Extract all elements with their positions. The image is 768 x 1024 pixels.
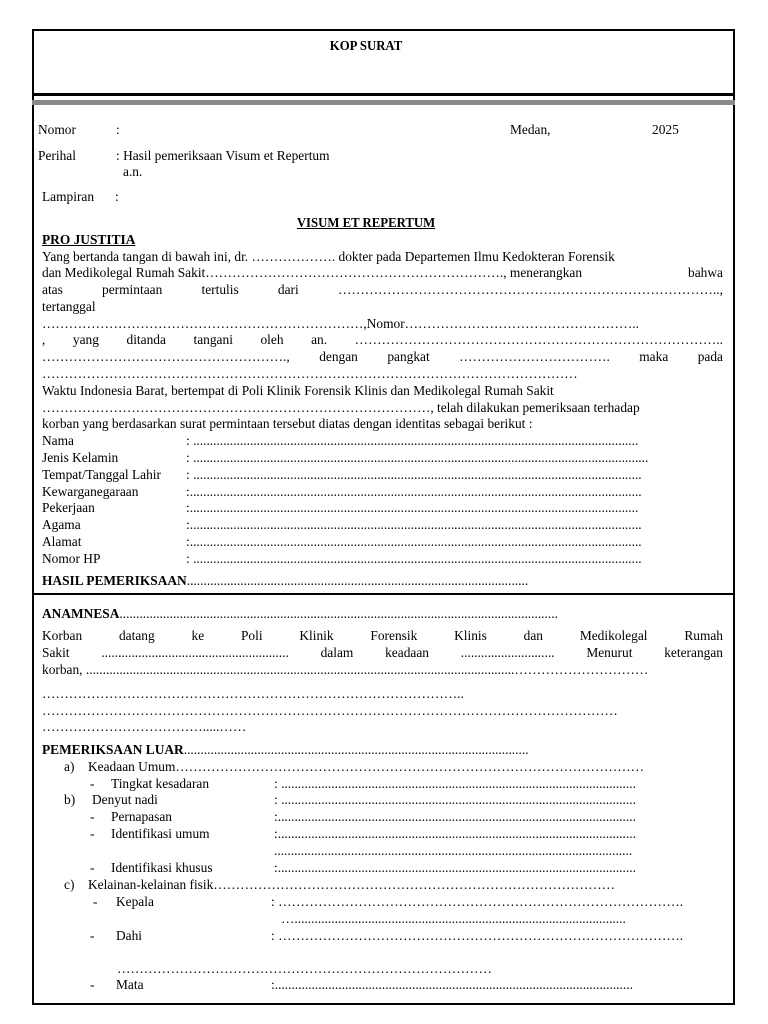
- idu-dash: -: [90, 826, 95, 841]
- lampiran-label: Lampiran: [42, 189, 95, 204]
- word: Klinik: [299, 628, 334, 643]
- word: Sakit: [42, 645, 70, 660]
- denyut-value: : ..........................................................................................................: [274, 792, 636, 807]
- body-line-11: korban yang berdasarkan surat permintaan tersebut diatas dengan identitas sebagai berikut :: [42, 416, 533, 431]
- word: pada: [697, 349, 723, 364]
- word: dalam: [320, 645, 354, 660]
- word: tangani: [193, 332, 233, 347]
- city: Medan,: [510, 122, 551, 137]
- body-line-1: Yang bertanda tangan di bawah ini, dr. ………………. dokter pada Departemen Ilmu Kedokteran Forensik: [42, 249, 615, 264]
- anamnesa-line-6: ……………………………….....……: [42, 719, 247, 734]
- item-b-marker: b): [64, 792, 76, 807]
- tingkat-value: : ..........................................................................................................: [274, 776, 636, 791]
- identity-value: : ......................................................................................................................................: [186, 467, 642, 482]
- tingkat-dash: -: [90, 776, 95, 791]
- luar-dots: .......................................................................................................: [183, 742, 529, 757]
- word: …………………………….: [459, 349, 610, 364]
- identity-label: Jenis Kelamin: [42, 450, 119, 465]
- perihal-label: Perihal: [38, 148, 76, 163]
- identity-value: :.......................................................................................................................................: [186, 484, 642, 499]
- hasil-label: HASIL PEMERIKSAAN: [42, 573, 187, 588]
- identity-value: : .....................................................................................................................................: [186, 433, 639, 448]
- idu-cont: ...........................................................................................................: [274, 843, 633, 858]
- body-line-2: [42, 265, 723, 281]
- perna-dash: -: [90, 809, 95, 824]
- anamnesa-line-2: [42, 645, 723, 661]
- tingkat-label: Tingkat kesadaran: [111, 776, 210, 791]
- document-title: VISUM ET REPERTUM: [296, 215, 436, 230]
- word: maka: [639, 349, 669, 364]
- identity-value: :......................................................................................................................................: [186, 500, 639, 515]
- lampiran-colon: :: [115, 189, 119, 204]
- item-c-marker: c): [64, 877, 75, 892]
- word: dari: [277, 282, 299, 297]
- word: Poli: [240, 628, 263, 643]
- word: ditanda: [126, 332, 166, 347]
- identity-label: Alamat: [42, 534, 82, 549]
- year: 2025: [652, 122, 679, 137]
- word: keadaan: [385, 645, 429, 660]
- identity-label: Agama: [42, 517, 81, 532]
- word: pangkat: [387, 349, 430, 364]
- word: ........................................................: [101, 645, 289, 660]
- kepala-cont: …...................................................................................................: [281, 911, 626, 926]
- identity-value: :.......................................................................................................................................: [186, 534, 642, 549]
- kepala-dash: -: [93, 894, 98, 909]
- body-line-10: ……………………………………………………………………………, telah dilakukan pemeriksaan terhadap: [42, 400, 640, 415]
- denyut-label: Denyut nadi: [92, 792, 158, 807]
- word: ke: [191, 628, 205, 643]
- word: ............................: [460, 645, 555, 660]
- pemeriksaan-luar-heading: [42, 742, 529, 758]
- item-a-marker: a): [64, 759, 75, 774]
- identity-label: Kewarganegaraan: [42, 484, 139, 499]
- word: atas: [42, 282, 63, 297]
- anamnesa-line-1: [42, 628, 723, 644]
- luar-label: PEMERIKSAAN LUAR: [42, 742, 184, 757]
- hasil-pemeriksaan-heading: [42, 573, 528, 589]
- perna-value: :...........................................................................................................: [274, 809, 636, 824]
- body-line-8: …………………………………………………………………………………………………………: [42, 366, 578, 381]
- word: ………………………………………………………………………..: [354, 332, 723, 347]
- kop-surat-header: KOP SURAT: [329, 38, 403, 53]
- word: Klinis: [454, 628, 487, 643]
- header-divider-black: [32, 93, 735, 96]
- dahi-cont: …………………………………………………………………………: [117, 961, 492, 976]
- identity-value: : ........................................................................................................................................: [186, 450, 649, 465]
- word: Menurut: [586, 645, 633, 660]
- word: oleh: [260, 332, 284, 347]
- word: dengan: [319, 349, 358, 364]
- mata-label: Mata: [116, 977, 144, 992]
- section-divider: [33, 593, 734, 595]
- body-line-5: ………………………………………………………………,Nomor……………………………………………..: [42, 316, 639, 331]
- word: ,: [42, 332, 46, 347]
- idk-dash: -: [90, 860, 95, 875]
- identity-label: Pekerjaan: [42, 500, 95, 515]
- word: Korban: [42, 628, 83, 643]
- word: dan: [523, 628, 543, 643]
- perihal-value: : Hasil pemeriksaan Visum et Repertum: [116, 148, 330, 163]
- anamnesa-dots: ...................................................................................................................................: [119, 606, 558, 621]
- body-line-2-left: dan Medikolegal Rumah Sakit…………………………………………………………., menerangkan: [42, 265, 583, 280]
- mata-dash: -: [90, 977, 95, 992]
- perihal-an: a.n.: [123, 164, 143, 179]
- word: …………………………………………………………………………..,: [337, 282, 723, 297]
- anamnesa-line-5: …………………………………………………………………………………………………………………: [42, 703, 618, 718]
- word: keterangan: [664, 645, 723, 660]
- word: permintaan: [102, 282, 163, 297]
- word: ……………………………………………….,: [42, 349, 290, 364]
- word: Medikolegal: [579, 628, 648, 643]
- identity-label: Nama: [42, 433, 74, 448]
- idk-value: :...........................................................................................................: [274, 860, 636, 875]
- anamnesa-line-3: korban, ................................................................................................................................…………………………: [42, 662, 649, 677]
- idk-label: Identifikasi khusus: [111, 860, 213, 875]
- word: an.: [311, 332, 328, 347]
- body-line-3: [42, 282, 723, 298]
- word: datang: [118, 628, 155, 643]
- nomor-label: Nomor: [38, 122, 76, 137]
- perna-label: Pernapasan: [111, 809, 172, 824]
- nomor-colon: :: [116, 122, 120, 137]
- keadaan-umum: Keadaan Umum……………………………………………………………………………………………: [88, 759, 645, 774]
- dahi-value: : ……………………………………………………………………………….: [271, 928, 684, 943]
- pro-justitia: PRO JUSTITIA: [42, 232, 136, 247]
- kepala-label: Kepala: [116, 894, 154, 909]
- identity-label: Tempat/Tanggal Lahir: [42, 467, 161, 482]
- anamnesa-label: ANAMNESA: [42, 606, 120, 621]
- dahi-label: Dahi: [116, 928, 143, 943]
- identity-value: :.......................................................................................................................................: [186, 517, 642, 532]
- anamnesa-heading: [42, 606, 558, 622]
- idu-label: Identifikasi umum: [111, 826, 210, 841]
- identity-label: Nomor HP: [42, 551, 101, 566]
- idu-value: :...........................................................................................................: [274, 826, 636, 841]
- kelainan-label: Kelainan-kelainan fisik………………………………………………………………………………: [88, 877, 616, 892]
- word: Rumah: [684, 628, 723, 643]
- body-line-9: Waktu Indonesia Barat, bertempat di Poli Klinik Forensik Klinis dan Medikolegal Rumah Sakit: [42, 383, 554, 398]
- header-divider-gray: [32, 100, 735, 105]
- body-line-6: [42, 332, 723, 348]
- mata-value: :...........................................................................................................: [271, 977, 633, 992]
- body-line-2-right: bahwa: [688, 265, 723, 280]
- word: Forensik: [370, 628, 418, 643]
- dahi-dash: -: [90, 928, 95, 943]
- body-line-7: [42, 349, 723, 365]
- word: tertulis: [201, 282, 239, 297]
- word: yang: [72, 332, 99, 347]
- body-line-4: tertanggal: [42, 299, 96, 314]
- kepala-value: : ……………………………………………………………………………….: [271, 894, 684, 909]
- identity-value: : ......................................................................................................................................: [186, 551, 642, 566]
- anamnesa-line-4: …………………………………………………………………………………..: [42, 686, 464, 701]
- hasil-dots: ......................................................................................................: [186, 573, 529, 588]
